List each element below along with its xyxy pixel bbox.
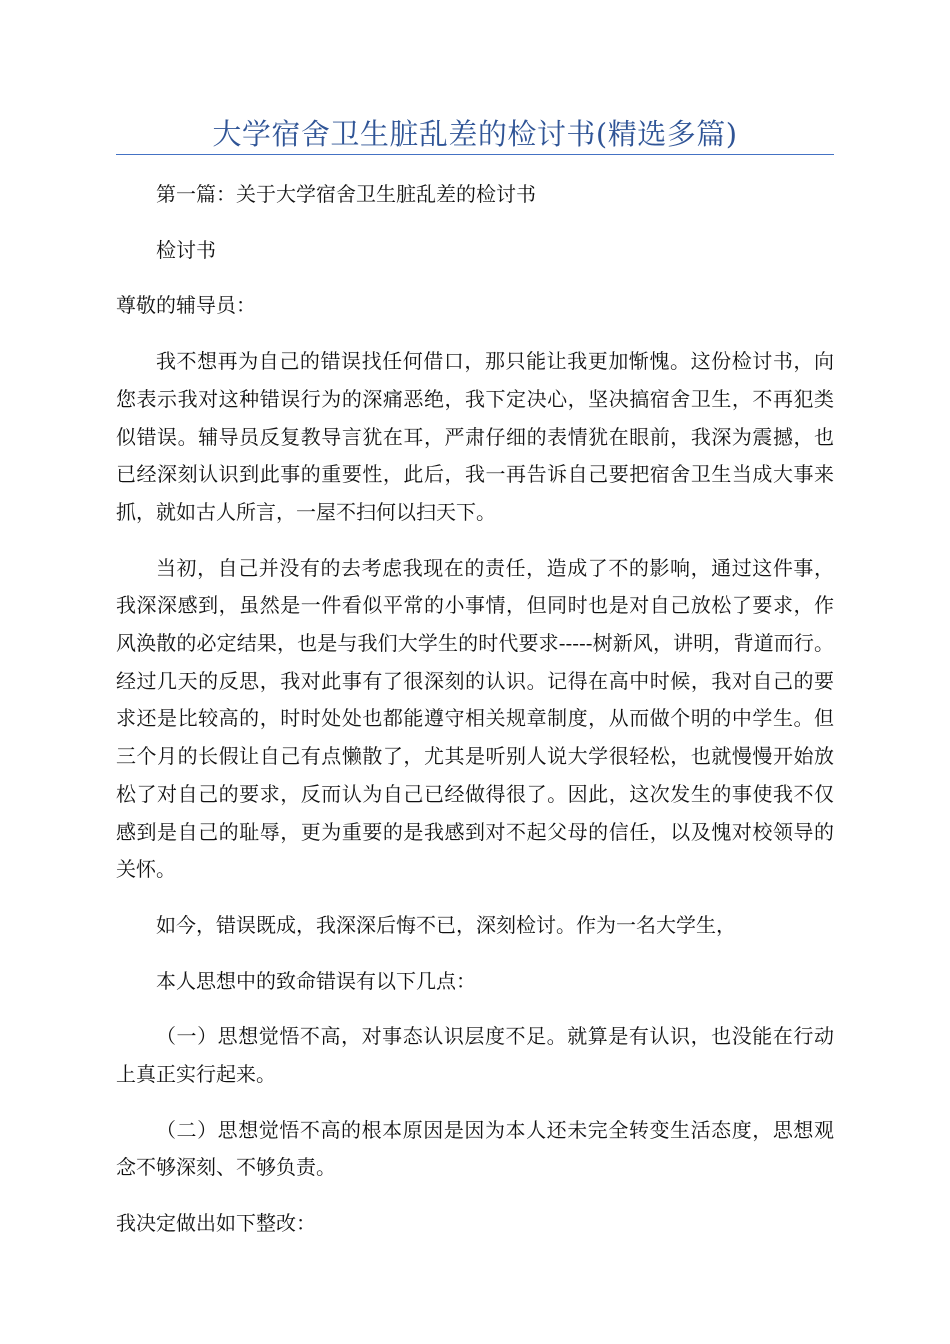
list-item: （二）思想觉悟不高的根本原因是因为本人还未完全转变生活态度，思想观念不够深刻、不够负责。 — [116, 1117, 834, 1180]
document-body — [116, 176, 834, 1261]
section-heading: 第一篇：关于大学宿舍卫生脏乱差的检讨书 — [156, 182, 536, 206]
paragraph: 如今，错误既成，我深深后悔不已，深刻检讨。作为一名大学生， — [156, 912, 736, 937]
paragraph: 本人思想中的致命错误有以下几点： — [156, 968, 476, 993]
paragraph: 我决定做出如下整改： — [116, 1211, 316, 1236]
salutation: 尊敬的辅导员： — [116, 293, 256, 318]
paragraph: 当初，自己并没有的去考虑我现在的责任，造成了不的影响，通过这件事，我深深感到，虽然是一件看似平常的小事情，但同时也是对自己放松了要求，作风涣散的必定结果，也是与我们大学生的时代要求-----树新风，讲明，背道而行。经过几天的反思，我对此事有了很深刻的认识。记得在高中时候，我对自己的要求还是比较高的，时时处处也都能遵守相关规章制度，从而做个明的中学生。但三个月的长假让自己有点懒散了，尤其是听别人说大学很轻松，也就慢慢开始放松了对自己的要求，反而认为自己已经做得很了。因此，这次发生的事使我不仅感到是自己的耻辱，更为重要的是我感到对不起父母的信任，以及愧对校领导的关怀。 — [116, 555, 834, 882]
document-title: 大学宿舍卫生脏乱差的检讨书(精选多篇) — [212, 117, 738, 151]
letter-title: 检讨书 — [156, 237, 216, 262]
paragraph: 我不想再为自己的错误找任何借口，那只能让我更加惭愧。这份检讨书，向您表示我对这种错误行为的深痛恶绝，我下定决心，坚决搞宿舍卫生，不再犯类似错误。辅导员反复教导言犹在耳，严肃仔细的表情犹在眼前，我深为震撼，也已经深刻认识到此事的重要性，此后，我一再告诉自己要把宿舍卫生当成大事来抓，就如古人所言，一屋不扫何以扫天下。 — [116, 349, 834, 524]
title-underline — [116, 154, 834, 155]
list-item: （一）思想觉悟不高，对事态认识层度不足。就算是有认识，也没能在行动上真正实行起来。 — [116, 1024, 834, 1087]
